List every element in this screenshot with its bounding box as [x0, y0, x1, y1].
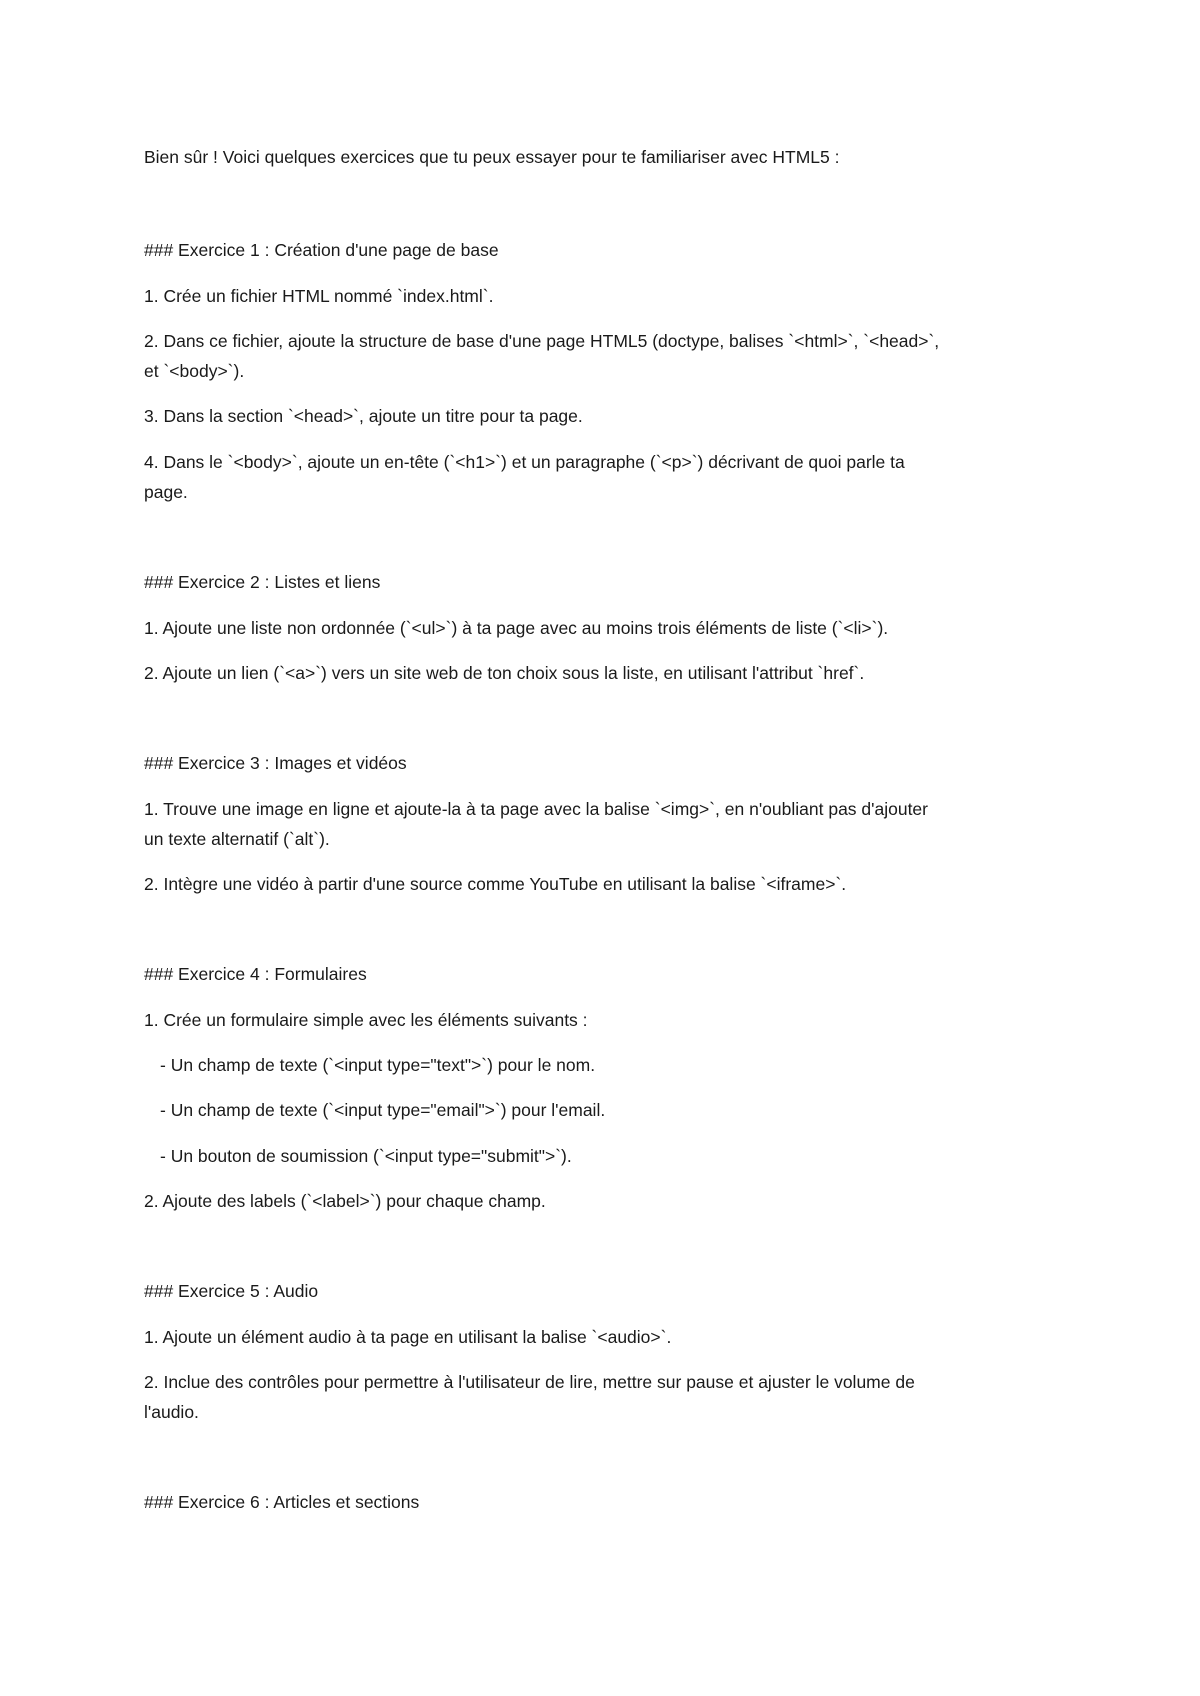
exercise-3-item-1-line-1: 1. Trouve une image en ligne et ajoute-la à ta page avec la balise `<img>`, en n'oubliant pas d'ajouter [144, 799, 928, 819]
exercise-3-item-2: 2. Intègre une vidéo à partir d'une source comme YouTube en utilisant la balise `<iframe>`. [144, 874, 847, 894]
exercise-4-heading: ### Exercice 4 : Formulaires [144, 964, 367, 984]
exercise-4-subitem-3: - Un bouton de soumission (`<input type="submit">`). [160, 1146, 572, 1166]
exercise-4-item-1: 1. Crée un formulaire simple avec les éléments suivants : [144, 1010, 588, 1030]
exercise-2-item-1: 1. Ajoute une liste non ordonnée (`<ul>`) à ta page avec au moins trois éléments de liste (`<li>`). [144, 618, 889, 638]
exercise-4-subitem-2: - Un champ de texte (`<input type="email">`) pour l'email. [160, 1100, 606, 1120]
exercise-1-item-2-line-2: et `<body>`). [144, 361, 245, 381]
exercise-2-item-2: 2. Ajoute un lien (`<a>`) vers un site web de ton choix sous la liste, en utilisant l'attribut `href`. [144, 663, 865, 683]
exercise-5-item-2-line-2: l'audio. [144, 1402, 199, 1422]
exercise-1-item-2-line-1: 2. Dans ce fichier, ajoute la structure de base d'une page HTML5 (doctype, balises `<html>`, `<head>`, [144, 331, 940, 351]
exercise-2-heading: ### Exercice 2 : Listes et liens [144, 572, 381, 592]
exercise-4-subitem-1: - Un champ de texte (`<input type="text">`) pour le nom. [160, 1055, 596, 1075]
exercise-5-item-1: 1. Ajoute un élément audio à ta page en utilisant la balise `<audio>`. [144, 1327, 672, 1347]
exercise-1-item-4-line-2: page. [144, 482, 188, 502]
exercise-4-item-2: 2. Ajoute des labels (`<label>`) pour chaque champ. [144, 1191, 546, 1211]
exercise-1-item-1: 1. Crée un fichier HTML nommé `index.html`. [144, 286, 494, 306]
exercise-3-heading: ### Exercice 3 : Images et vidéos [144, 753, 407, 773]
exercise-1-heading: ### Exercice 1 : Création d'une page de base [144, 240, 499, 260]
exercise-5-item-2-line-1: 2. Inclue des contrôles pour permettre à l'utilisateur de lire, mettre sur pause et ajuster le volume de [144, 1372, 915, 1392]
exercise-5-heading: ### Exercice 5 : Audio [144, 1281, 319, 1301]
exercise-3-item-1-line-2: un texte alternatif (`alt`). [144, 829, 330, 849]
exercise-1-item-4-line-1: 4. Dans le `<body>`, ajoute un en-tête (`<h1>`) et un paragraphe (`<p>`) décrivant de quoi parle ta [144, 452, 905, 472]
exercise-1-item-3: 3. Dans la section `<head>`, ajoute un titre pour ta page. [144, 406, 583, 426]
exercise-6-heading: ### Exercice 6 : Articles et sections [144, 1492, 420, 1512]
intro-text: Bien sûr ! Voici quelques exercices que tu peux essayer pour te familiariser avec HTML5 : [144, 147, 840, 167]
